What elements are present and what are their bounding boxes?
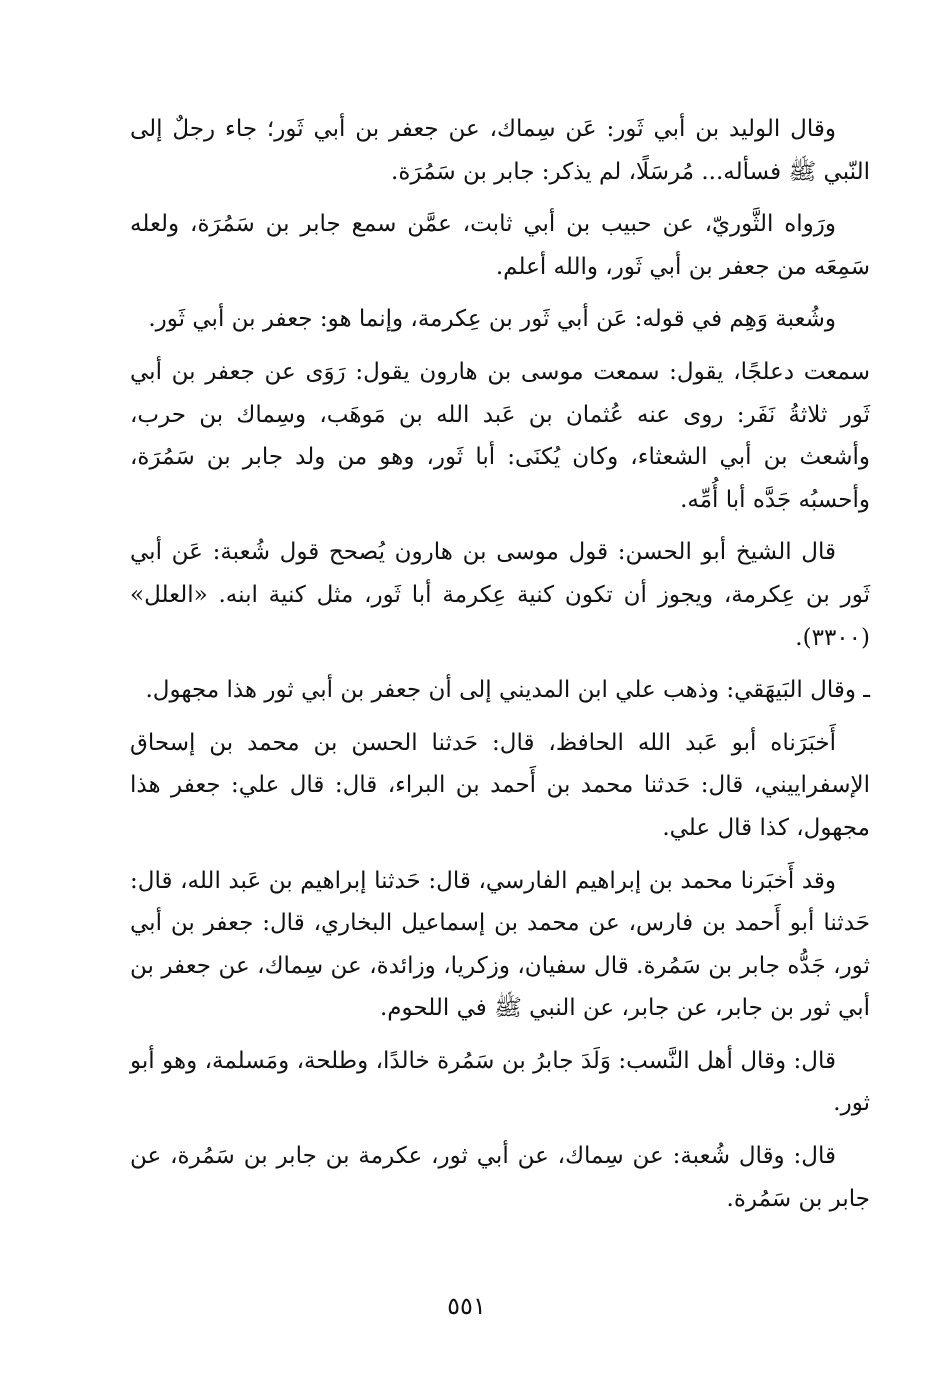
paragraph-shuba-simak: قال: وقال شُعبة: عن سِماك، عن أبي ثور، عكرمة بن جابر بن سَمُرة، عن جابر بن سَمُرة.	[130, 1143, 870, 1212]
paragraph-bayhaqi: ـ وقال البَيهَقي: وذهب علي ابن المديني إلى أن جعفر بن أبي ثور هذا مجهول.	[145, 677, 870, 704]
page-body	[130, 108, 870, 1230]
paragraph-abu-al-hasan: قال الشيخ أبو الحسن: قول موسى بن هارون يُصحح قول شُعبة: عَن أبي ثَور بن عِكرمة، ويجوز أن تكون كنية عِكرمة أبا ثَور، مثل كنية ابنه. «العلل» (٣٣٠٠).	[130, 539, 870, 651]
paragraph-thawri: ورَواه الثَّوريّ، عن حبيب بن أبي ثابت، عمَّن سمع جابر بن سَمُرَة، ولعله سَمِعَه من جعفر بن أبي ثَور، والله أعلم.	[130, 211, 870, 280]
paragraph-abu-abdullah-al-hafiz: أَخبَرَناه أبو عَبد الله الحافظ، قال: حَدثنا الحسن بن محمد بن إسحاق الإسفراييني، قال: حَدثنا محمد بن أَحمد بن البراء، قال: قال علي: جعفر هذا مجهول، كذا قال علي.	[130, 729, 870, 841]
paragraph-bukhari-chain: وقد أَخبَرنا محمد بن إبراهيم الفارسي، قال: حَدثنا إبراهيم بن عَبد الله، قال: حَدثنا أبو أَحمد بن فارس، عن محمد بن إسماعيل البخاري، قال: جعفر بن أبي ثور، جَدُّه جابر بن سَمُرة. قال سفيان، وزكريا، وزائدة، عن سِماك، عن جعفر بن أبي ثور بن جابر، عن جابر، عن النبي ﷺ في اللحوم.	[130, 867, 870, 1022]
paragraph-shuba-error: وشُعبة وَهِم في قوله: عَن أبي ثَور بن عِكرمة، وإنما هو: جعفر بن أبي ثَور.	[148, 306, 836, 333]
page-number: ٥٥١	[447, 1292, 486, 1320]
paragraph-musa-ibn-harun: سمعت دعلجًا، يقول: سمعت موسى بن هارون يقول: رَوَى عن جعفر بن أبي ثَور ثلاثةُ نَفَر: روى عنه عُثمان بن عَبد الله بن مَوهَب، وسِماك بن حرب، وأشعث بن أبي الشعثاء، وكان يُكنَى: أبا ثَور، وهو من ولد جابر بن سَمُرَة، وأحسبُه جَدَّه أبا أُمِّه.	[130, 358, 870, 513]
paragraph-walid-ibn-abi-thawr: وقال الوليد بن أبي ثَور: عَن سِماك، عن جعفر بن أبي ثَور؛ جاء رجلٌ إلى النّبي ﷺ فسأله... مُرسَلًا، لم يذكر: جابر بن سَمُرَة.	[130, 116, 870, 185]
paragraph-ahl-al-nasab: قال: وقال أهل النَّسب: وَلَدَ جابرُ بن سَمُرة خالدًا، وطلحة، ومَسلمة، وهو أبو ثور.	[130, 1047, 870, 1117]
